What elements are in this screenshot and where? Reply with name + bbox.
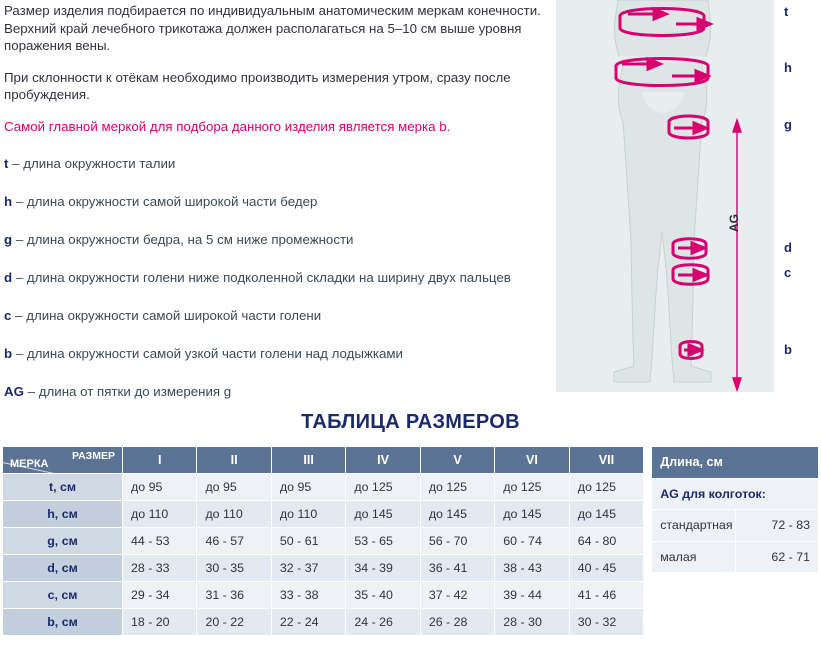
table-header-row	[3, 447, 644, 474]
cell-c-2: 31 - 36	[197, 582, 271, 609]
cell-d-1: 28 - 33	[123, 555, 197, 582]
cell-t-5: до 125	[420, 474, 494, 501]
col-header-4: IV	[346, 447, 420, 474]
cell-b-3: 22 - 24	[271, 609, 345, 636]
cell-h-1: до 110	[123, 501, 197, 528]
table-row	[652, 447, 819, 479]
col-header-6: VI	[495, 447, 569, 474]
legend-key-ag: AG	[4, 384, 24, 399]
cell-d-5: 36 - 41	[420, 555, 494, 582]
cell-c-4: 35 - 40	[346, 582, 420, 609]
figure-label-d: d	[784, 240, 792, 255]
cell-c-1: 29 - 34	[123, 582, 197, 609]
figure-label-b: b	[784, 342, 792, 357]
legend-key-b: b	[4, 346, 13, 361]
cell-b-6: 28 - 30	[495, 609, 569, 636]
table-row	[652, 541, 819, 573]
legend-item-b	[4, 345, 548, 362]
legend-text-t: – длина окружности талии	[12, 156, 176, 171]
cell-h-3: до 110	[271, 501, 345, 528]
cell-g-1: 44 - 53	[123, 528, 197, 555]
description-column	[0, 0, 556, 421]
table-corner-header	[3, 447, 123, 474]
measurement-figure	[556, 0, 821, 395]
table-row	[3, 474, 644, 501]
legend-item-g	[4, 231, 548, 248]
corner-size-label: РАЗМЕР	[72, 450, 115, 462]
tables-row	[0, 446, 821, 636]
figure-label-c: c	[784, 265, 792, 280]
col-header-5: V	[420, 447, 494, 474]
length-row-value-standard: 72 - 83	[735, 510, 818, 542]
length-row-label-small: малая	[652, 541, 735, 573]
cell-c-7: 41 - 46	[569, 582, 643, 609]
corner-measure-label: МЕРКА	[10, 458, 49, 470]
intro-highlight: Самой главной меркой для подбора данного изделия является мерка b.	[4, 118, 451, 134]
cell-t-1: до 95	[123, 474, 197, 501]
cell-b-7: 30 - 32	[569, 609, 643, 636]
table-row	[3, 555, 644, 582]
cell-g-2: 46 - 57	[197, 528, 271, 555]
cell-h-2: до 110	[197, 501, 271, 528]
col-header-2: II	[197, 447, 271, 474]
legend-key-t: t	[4, 156, 9, 171]
legend-item-t	[4, 155, 548, 172]
legend-key-g: g	[4, 232, 13, 247]
row-label-h: h, см	[3, 501, 123, 528]
body-diagram-svg	[556, 0, 774, 395]
table-row	[3, 582, 644, 609]
cell-d-4: 34 - 39	[346, 555, 420, 582]
legend-text-h: – длина окружности самой широкой части бедер	[15, 194, 318, 209]
table-row	[652, 478, 819, 510]
cell-h-7: до 145	[569, 501, 643, 528]
cell-h-5: до 145	[420, 501, 494, 528]
intro-paragraph-2: При склонности к отёкам необходимо производить измерения утром, сразу после пробуждения.	[4, 69, 511, 102]
legend-item-h	[4, 193, 548, 210]
cell-b-4: 24 - 26	[346, 609, 420, 636]
cell-c-3: 33 - 38	[271, 582, 345, 609]
length-table-spacer	[652, 573, 819, 605]
table-row	[3, 609, 644, 636]
table-row	[652, 573, 819, 605]
table-row	[3, 528, 644, 555]
row-label-t: t, см	[3, 474, 123, 501]
figure-label-h: h	[784, 60, 792, 75]
table-row	[3, 501, 644, 528]
cell-b-1: 18 - 20	[123, 609, 197, 636]
cell-d-2: 30 - 35	[197, 555, 271, 582]
length-row-label-standard: стандартная	[652, 510, 735, 542]
cell-b-2: 20 - 22	[197, 609, 271, 636]
size-table	[2, 446, 644, 636]
legend-key-h: h	[4, 194, 13, 209]
legend-text-g: – длина окружности бедра, на 5 см ниже промежности	[15, 232, 354, 247]
row-label-g: g, см	[3, 528, 123, 555]
cell-t-6: до 125	[495, 474, 569, 501]
legend-text-c: – длина окружности самой широкой части голени	[15, 308, 322, 323]
length-row-value-small: 62 - 71	[735, 541, 818, 573]
length-table-subheader: AG для колготок:	[652, 478, 819, 510]
row-label-d: d, см	[3, 555, 123, 582]
cell-g-4: 53 - 65	[346, 528, 420, 555]
cell-c-6: 39 - 44	[495, 582, 569, 609]
intro-paragraph-1: Размер изделия подбирается по индивидуальным анатомическим меркам конечности. Верхний край лечебного трикотажа должен располагаться на 5–10 см выше уровня поражения вены.	[4, 3, 541, 53]
cell-d-6: 38 - 43	[495, 555, 569, 582]
length-table-header: Длина, см	[652, 447, 819, 479]
row-label-b: b, см	[3, 609, 123, 636]
figure-label-t: t	[784, 4, 789, 19]
col-header-3: III	[271, 447, 345, 474]
cell-d-3: 32 - 37	[271, 555, 345, 582]
cell-t-4: до 125	[346, 474, 420, 501]
table-row	[652, 604, 819, 636]
legend-item-ag	[4, 383, 548, 400]
cell-g-5: 56 - 70	[420, 528, 494, 555]
legend-text-ag: – длина от пятки до измерения g	[27, 384, 232, 399]
cell-t-2: до 95	[197, 474, 271, 501]
cell-d-7: 40 - 45	[569, 555, 643, 582]
size-table-title: ТАБЛИЦА РАЗМЕРОВ	[301, 411, 520, 433]
table-row	[652, 510, 819, 542]
length-table-spacer	[652, 604, 819, 636]
row-label-c: c, см	[3, 582, 123, 609]
legend-text-b: – длина окружности самой узкой части голени над лодыжками	[15, 346, 403, 361]
cell-g-3: 50 - 61	[271, 528, 345, 555]
cell-b-5: 26 - 28	[420, 609, 494, 636]
legend-key-d: d	[4, 270, 13, 285]
length-table	[651, 446, 819, 636]
cell-t-3: до 95	[271, 474, 345, 501]
figure-label-g: g	[784, 117, 792, 132]
legend-item-c	[4, 307, 548, 324]
cell-g-6: 60 - 74	[495, 528, 569, 555]
col-header-7: VII	[569, 447, 643, 474]
cell-t-7: до 125	[569, 474, 643, 501]
cell-h-6: до 145	[495, 501, 569, 528]
cell-c-5: 37 - 42	[420, 582, 494, 609]
col-header-1: I	[123, 447, 197, 474]
legend-text-d: – длина окружности голени ниже подколенной складки на ширину двух пальцев	[15, 270, 511, 285]
figure-label-ag: AG	[727, 214, 741, 232]
legend-item-d	[4, 269, 548, 286]
legend-key-c: c	[4, 308, 12, 323]
cell-g-7: 64 - 80	[569, 528, 643, 555]
cell-h-4: до 145	[346, 501, 420, 528]
